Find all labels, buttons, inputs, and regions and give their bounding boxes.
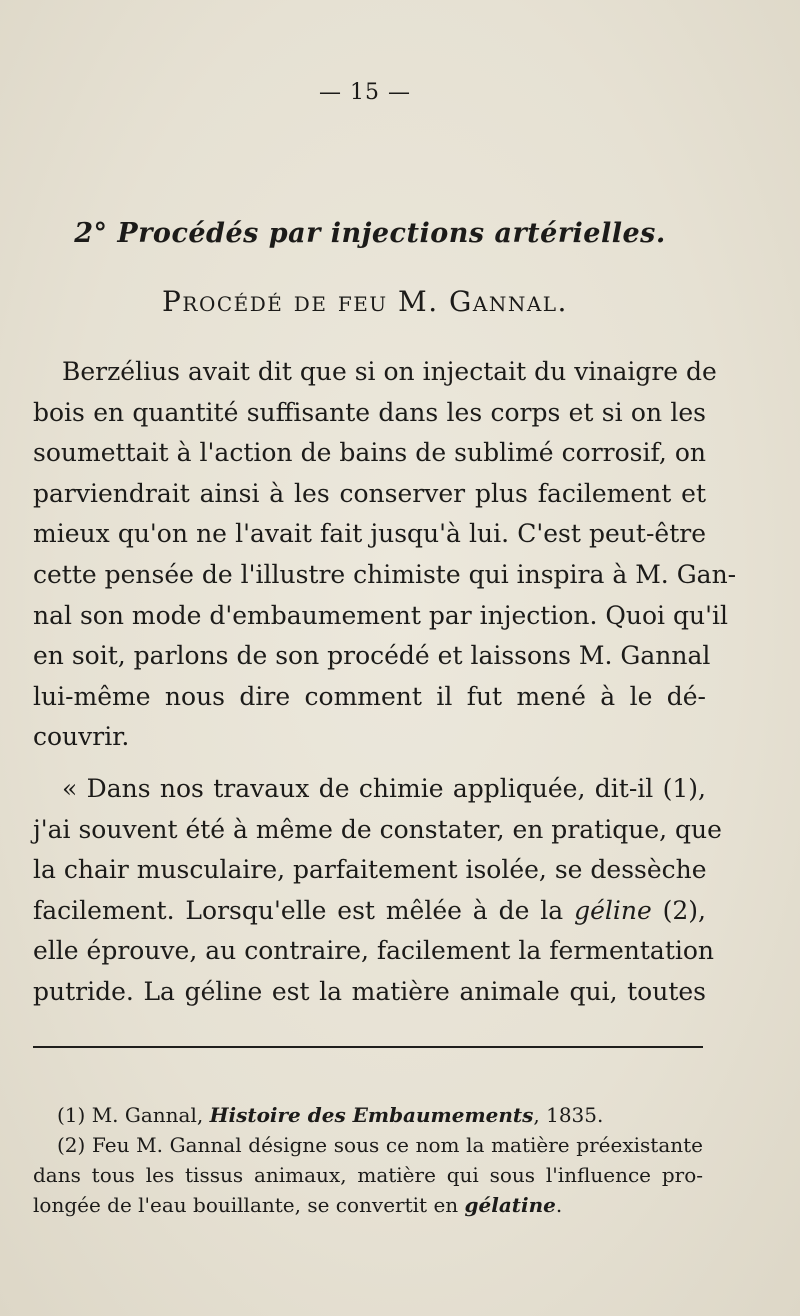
section-heading: 2° Procédés par injections artérielles. [74,218,666,249]
footnote-separator-rule [33,1046,703,1048]
paragraph-line: mieux qu'on ne l'avait fait jusqu'à lui. C'est peut-être [33,519,706,549]
paragraph-line: soumettait à l'action de bains de sublimé corrosif, on [33,438,706,468]
paragraph-line: putride. La géline est la matière animale qui, toutes [33,976,706,1006]
paragraph-line: en soit, parlons de son procédé et laissons M. Gannal [33,641,711,671]
footnote-2 [33,1130,703,1160]
footnote-text: (1) M. Gannal, [57,1103,210,1127]
footnote-title: Histoire des Embaumements [209,1103,534,1127]
paragraph-1 [33,352,737,758]
footnote-line: dans tous les tissus animaux, matière qui sous l'influence pro- [33,1163,703,1187]
paragraph-line: elle éprouve, au contraire, facilement la fermentation [33,936,715,966]
paragraph-line: bois en quantité suffisante dans les corps et si on les [33,397,706,427]
line-text: facilement. Lorsqu'elle est mêlée à de la [33,895,575,925]
paragraph-line: j'ai souvent été à même de constater, en pratique, que [33,814,722,844]
footnote-text: , 1835. [533,1103,604,1127]
footnote-1 [33,1100,703,1130]
footnote-italic-term: gélatine [464,1193,556,1217]
paragraph-line: cette pensée de l'illustre chimiste qui inspira à M. Gan- [33,559,737,589]
page-number: — 15 — [319,80,411,105]
footnote-text: longée de l'eau bouillante, se convertit en [33,1193,465,1217]
paragraph-line [33,891,706,932]
paragraph-line: couvrir. [33,722,130,752]
paragraph-line: nal son mode d'embaumement par injection. Quoi qu'il [33,600,728,630]
paragraph-line: « Dans nos travaux de chimie appliquée, dit-il (1), [62,774,706,803]
paragraph-line: la chair musculaire, parfaitement isolée, se dessèche [33,855,707,885]
paragraph-line: Berzélius avait dit que si on injectait du vinaigre de [62,357,717,386]
footnotes [33,1100,703,1220]
line-text: (2), [651,895,706,925]
paragraph-line: lui-même nous dire comment il fut mené à le dé- [33,681,706,711]
italic-term: géline [574,895,652,925]
footnote-line: (2) Feu M. Gannal désigne sous ce nom la matière préexistante [57,1133,703,1157]
footnote-line [33,1190,703,1220]
paragraph-line: parviendrait ainsi à les conserver plus facilement et [33,478,706,508]
footnote-text: . [555,1193,563,1217]
subheading: Procédé de feu M. Gannal. [162,285,568,318]
paragraph-2 [33,769,722,1013]
